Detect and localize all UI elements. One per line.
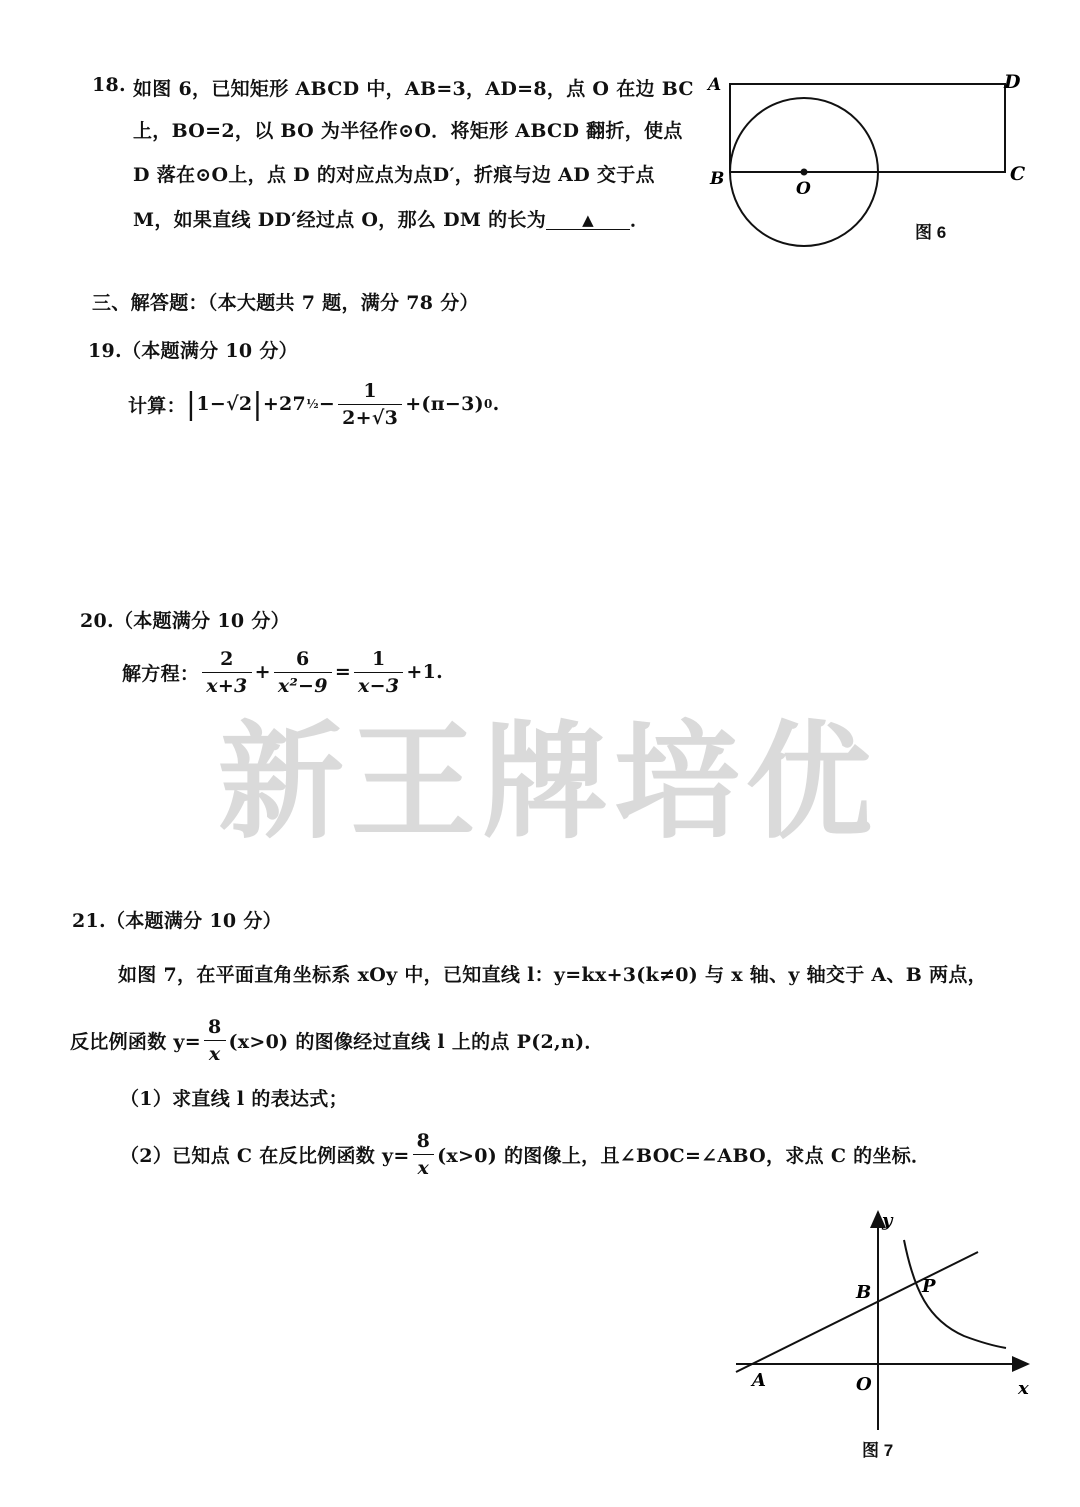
q20-f2-num: 6 [274,648,332,673]
q19-exp0: 0 [483,397,493,411]
figure-6 [700,62,1040,262]
q18-line-1: 如图 6，已知矩形 ABCD 中，AB=3，AD=8，点 O 在边 BC [133,78,694,100]
q19-fraction [338,380,402,429]
figure-7-caption: 图 7 [862,1441,894,1460]
q21-part-2-post: (x>0) 的图像上，且∠BOC=∠ABO，求点 C 的坐标． [437,1144,931,1167]
rectangle-abcd [730,84,1005,172]
q20-f1-num: 2 [202,648,251,673]
q18-line-4-text: M，如果直线 DD′经过点 O，那么 DM 的长为 [133,209,547,231]
q20-f1-den: x+3 [206,674,248,697]
label-d: D [1004,71,1021,93]
q21-line-2-fraction [204,1016,226,1065]
q19-header: 19.（本题满分 10 分） [88,340,298,362]
q18-number: 18. [92,74,126,96]
label-b: B [856,1282,872,1303]
figure-6-caption: 图 6 [915,223,947,242]
q20-header: 20.（本题满分 10 分） [80,610,290,632]
q21-line-2-num: 8 [204,1016,226,1041]
label-a: A [752,1370,766,1391]
q21-line-2-pre: 反比例函数 y= [70,1030,201,1053]
label-p: P [922,1276,936,1297]
q21-line-1: 如图 7，在平面直角坐标系 xOy 中，已知直线 l：y=kx+3(k≠0) 与 x 轴、y 轴交于 A、B 两点， [118,964,987,986]
q21-header: 21.（本题满分 10 分） [72,910,282,932]
q21-line-2-den: x [208,1042,221,1065]
label-a: A [708,75,722,95]
q21-part-2 [120,1126,930,1182]
q19-term2: +27 [262,393,307,415]
q20-f3-num: 1 [354,648,403,673]
label-o: O [856,1374,872,1395]
q21-part-2-den: x [417,1156,430,1179]
q19-frac-den: 2+√3 [342,406,399,429]
q20-tail: +1. [406,661,444,683]
q21-line-2 [70,1012,604,1068]
answer-blank: ▲ [546,211,630,230]
q21-part-2-num: 8 [413,1130,435,1155]
abs-bar-left: | [185,386,197,422]
abs-bar-right: | [252,386,263,422]
q19-abs-expr: 1−√2 [196,393,253,415]
q18-period: ． [630,209,650,231]
watermark: 新王牌培优 [218,709,878,856]
q19-term4: +(π−3) [405,393,484,415]
label-c: C [1010,163,1026,185]
section-3-title: 三、解答题：（本大题共 7 题，满分 78 分） [92,292,479,314]
label-x: x [1018,1378,1029,1399]
q19-frac-num: 1 [338,380,402,405]
point-o-dot [801,169,808,176]
q20-f3-den: x−3 [358,674,400,697]
hyperbola-curve [904,1240,1006,1348]
label-y: y [882,1210,893,1231]
q19-minus: − [318,393,336,415]
q18-line-3: D 落在⊙O上，点 D 的对应点为点D′，折痕与边 AD 交于点 [133,164,655,186]
q20-plus: + [254,661,271,683]
q20-f2-den: x²−9 [277,674,328,697]
q21-part-1: （1）求直线 l 的表达式； [120,1088,348,1110]
q19-expression [128,372,500,436]
q19-end: . [492,393,500,415]
q21-part-2-pre: （2）已知点 C 在反比例函数 y= [120,1144,410,1167]
q19-prompt: 计算： [128,394,186,417]
label-b: B [710,169,725,189]
q20-equals: = [334,661,352,683]
q19-exponent: ½ [306,397,319,411]
q21-line-2-post: (x>0) 的图像经过直线 l 上的点 P(2,n)． [228,1030,604,1053]
q18-line-2: 上，BO=2，以 BO 为半径作⊙O．将矩形 ABCD 翻折，使点 [133,120,683,142]
q18-line-4 [133,205,649,232]
line-l [736,1252,978,1372]
figure-7 [728,1200,1048,1440]
q20-prompt: 解方程： [122,662,200,685]
label-o: O [796,179,811,199]
q21-part-2-fraction [413,1130,435,1179]
